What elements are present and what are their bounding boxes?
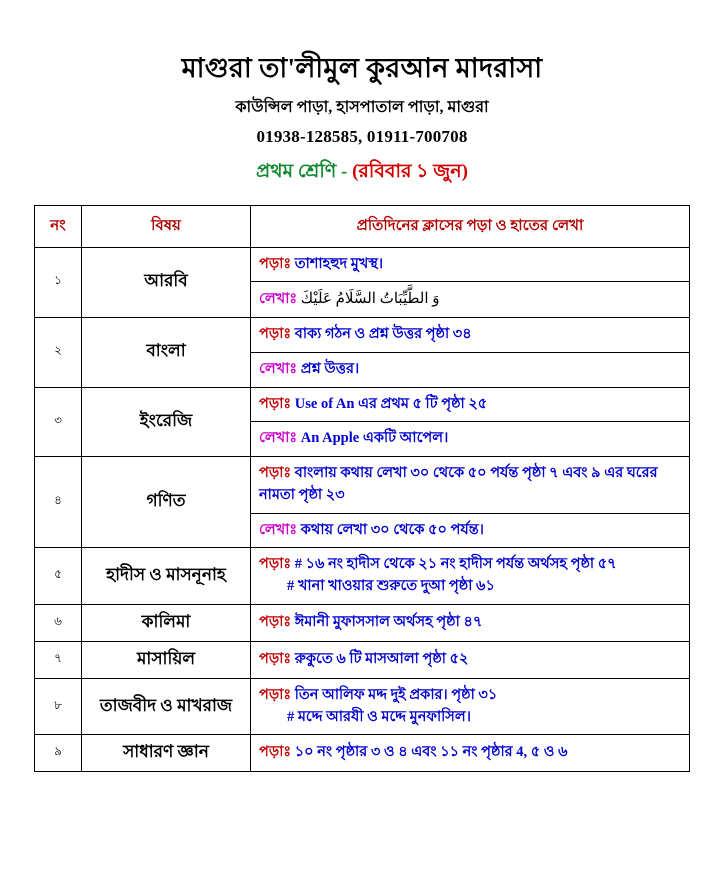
subject-cell: কালিমা (82, 604, 251, 641)
class-title (34, 157, 690, 189)
table-body (35, 247, 690, 772)
work-text-arabic: وَ الطَّيِّبَاتُ السَّلَامُ عَلَيْكَ (300, 291, 440, 308)
row-number: ৫ (35, 548, 82, 605)
table-row (35, 247, 690, 282)
subject-cell: তাজবীদ ও মাখরাজ (82, 678, 251, 735)
work-label: লেখাঃ (259, 291, 298, 308)
row-number: ৩ (35, 387, 82, 457)
work-cell (251, 318, 690, 353)
document-header (34, 0, 690, 189)
table-row (35, 457, 690, 514)
work-label: লেখাঃ (259, 521, 298, 538)
work-label: লেখাঃ (259, 360, 298, 377)
work-text: বাংলায় কথায় লেখা ৩০ থেকে ৫০ পর্যন্ত পৃষ্ঠা ৭ এবং ৯ এর ঘরের নামতা পৃষ্ঠা ২৩ (259, 465, 658, 503)
table-row (35, 387, 690, 422)
subject-cell: আরবি (82, 247, 251, 318)
work-text: ঈমানী মুফাসসাল অর্থসহ পৃষ্ঠা ৪৭ (294, 613, 483, 630)
subject-cell: হাদীস ও মাসনূনাহ (82, 548, 251, 605)
school-name: মাগুরা তা'লীমুল কুরআন মাদরাসা (181, 53, 543, 83)
row-number: ৪ (35, 457, 82, 548)
work-label: লেখাঃ (259, 430, 298, 447)
row-number: ৭ (35, 641, 82, 678)
work-cell (251, 387, 690, 422)
work-cell (251, 247, 690, 282)
subject-cell: সাধারণ জ্ঞান (82, 735, 251, 772)
table-row (35, 641, 690, 678)
work-text: ১০ নং পৃষ্ঠার ৩ ও ৪ এবং ১১ নং পৃষ্ঠার 4, ৫ ও ৬ (294, 744, 568, 761)
table-row (35, 735, 690, 772)
work-text: তিন আলিফ মদ্দ দুই প্রকার। পৃষ্ঠা ৩১ (294, 686, 498, 703)
work-label: পড়াঃ (259, 395, 292, 412)
work-cell (251, 548, 690, 605)
work-text: প্রশ্ন উত্তর। (300, 360, 360, 377)
work-cell (251, 641, 690, 678)
work-text-line2: # খানা খাওয়ার শুরুতে দুআ পৃষ্ঠা ৬১ (287, 578, 495, 595)
work-text-line2: # মদ্দে আরযী ও মদ্দে মুনফাসিল। (287, 708, 471, 725)
work-cell (251, 735, 690, 772)
work-text: কথায় লেখা ৩০ থেকে ৫০ পর্যন্ত। (300, 521, 484, 538)
work-cell (251, 352, 690, 387)
row-number: ২ (35, 318, 82, 388)
work-text: তাশাহহুদ মুখস্থ। (294, 255, 384, 272)
class-date: (রবিবার ১ জুন) (352, 160, 468, 182)
work-text: বাক্য গঠন ও প্রশ্ন উত্তর পৃষ্ঠা ৩৪ (294, 326, 472, 343)
work-label: পড়াঃ (259, 744, 292, 761)
row-number: ১ (35, 247, 82, 318)
work-label: পড়াঃ (259, 613, 292, 630)
subject-cell: মাসায়িল (82, 641, 251, 678)
table-head (35, 205, 690, 247)
subject-cell: ইংরেজি (82, 387, 251, 457)
work-label: পড়াঃ (259, 255, 292, 272)
work-label: পড়াঃ (259, 650, 292, 667)
column-header-no: নং (35, 205, 82, 247)
column-header-subject: বিষয় (82, 205, 251, 247)
work-label: পড়াঃ (259, 556, 292, 573)
routine-table (34, 205, 690, 773)
column-header-work: প্রতিদিনের ক্লাসের পড়া ও হাতের লেখা (251, 205, 690, 247)
work-label: পড়াঃ (259, 465, 292, 482)
table-row (35, 318, 690, 353)
school-phones: 01938-128585, 01911-700708 (256, 126, 468, 146)
subject-cell: গণিত (82, 457, 251, 548)
work-cell (251, 678, 690, 735)
work-cell (251, 422, 690, 457)
table-row (35, 548, 690, 605)
work-text: Use of An এর প্রথম ৫ টি পৃষ্ঠা ২৫ (294, 395, 488, 412)
work-text: # ১৬ নং হাদীস থেকে ২১ নং হাদীস পর্যন্ত অর্থসহ পৃষ্ঠা ৫৭ (294, 556, 617, 573)
work-cell (251, 282, 690, 318)
work-cell (251, 604, 690, 641)
table-row (35, 678, 690, 735)
work-cell (251, 513, 690, 548)
class-label: প্রথম শ্রেণি - (256, 160, 353, 182)
row-number: ৯ (35, 735, 82, 772)
school-address: কাউন্সিল পাড়া, হাসপাতাল পাড়া, মাগুরা (235, 98, 489, 116)
work-cell (251, 457, 690, 514)
row-number: ৮ (35, 678, 82, 735)
table-header-row (35, 205, 690, 247)
work-label: পড়াঃ (259, 686, 292, 703)
work-label: পড়াঃ (259, 326, 292, 343)
subject-cell: বাংলা (82, 318, 251, 388)
row-number: ৬ (35, 604, 82, 641)
work-text: An Apple একটি আপেল। (300, 430, 449, 447)
work-text: রুকুতে ৬ টি মাসআলা পৃষ্ঠা ৫২ (294, 650, 469, 667)
table-row (35, 604, 690, 641)
